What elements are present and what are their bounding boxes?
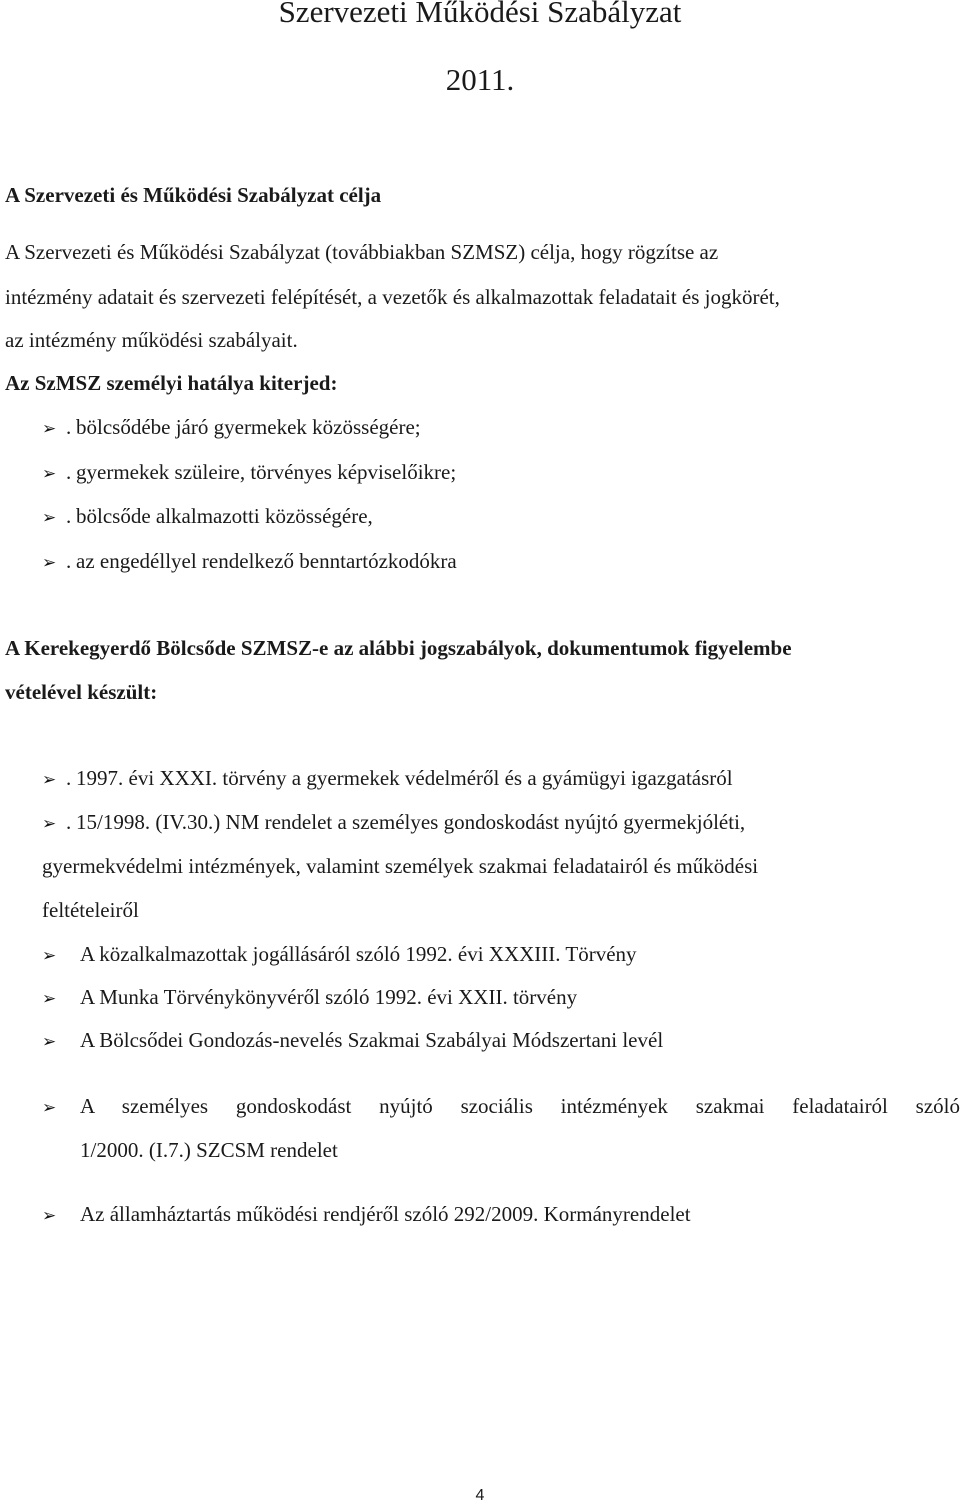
list-item-text: bölcsőde alkalmazotti közösségére,: [76, 504, 373, 528]
arrow-bullet-icon: ➢: [42, 1098, 57, 1118]
scope-heading: Az SzMSZ személyi hatálya kiterjed:: [5, 371, 338, 395]
list-item: [42, 940, 637, 970]
list-item: ➢ . 1997. évi XXXI. törvény a gyermekek védelméről és a gyámügyi igazgatásról: [42, 764, 733, 794]
basis-heading: vételével készült:: [5, 680, 158, 704]
list-item: ➢ . bölcsőde alkalmazotti közösségére,: [42, 502, 373, 532]
arrow-bullet-icon: ➢: [42, 1032, 57, 1052]
arrow-bullet-icon: ➢: [42, 553, 57, 573]
list-item-text: A Munka Törvénykönyvéről szóló 1992. évi XXII. törvény: [80, 985, 578, 1009]
arrow-bullet-icon: ➢: [42, 770, 57, 790]
list-item-text: az engedéllyel rendelkező benntartózkodókra: [76, 549, 457, 573]
list-item-continuation: gyermekvédelmi intézmények, valamint személyek szakmai feladatairól és működési: [42, 854, 759, 878]
arrow-bullet-icon: ➢: [42, 464, 57, 484]
list-item-arrow: [42, 1092, 66, 1122]
list-item-text: gyermekek szüleire, törvényes képviselőikre;: [76, 460, 457, 484]
list-item: ➢ . az engedéllyel rendelkező benntartózkodókra: [42, 547, 457, 577]
section-heading-purpose: A Szervezeti és Működési Szabályzat célja: [5, 183, 382, 207]
list-item-text: A személyes gondoskodást nyújtó szociális intézmények szakmai feladatairól szóló: [80, 1094, 960, 1118]
list-item-continuation: 1/2000. (I.7.) SZCSM rendelet: [80, 1138, 338, 1162]
list-item: [42, 1026, 663, 1056]
list-item: ➢ . gyermekek szüleire, törvényes képviselőikre;: [42, 458, 456, 488]
paragraph-line: az intézmény működési szabályait.: [5, 328, 298, 352]
list-item-text: A közalkalmazottak jogállásáról szóló 1992. évi XXXIII. Törvény: [80, 942, 637, 966]
basis-heading: A Kerekegyerdő Bölcsőde SZMSZ-e az alábbi jogszabályok, dokumentumok figyelembe: [5, 636, 792, 660]
list-item-text: bölcsődébe járó gyermekek közösségére;: [76, 415, 421, 439]
arrow-bullet-icon: ➢: [42, 989, 57, 1009]
arrow-bullet-icon: ➢: [42, 1206, 57, 1226]
arrow-bullet-icon: ➢: [42, 508, 57, 528]
list-item: [42, 983, 577, 1013]
arrow-bullet-icon: ➢: [42, 814, 57, 834]
paragraph-line: intézmény adatait és szervezeti felépítését, a vezetők és alkalmazottak feladatait és jogkörét,: [5, 285, 780, 309]
arrow-bullet-icon: ➢: [42, 946, 57, 966]
list-item-continuation: feltételeiről: [42, 898, 139, 922]
document-year: 2011.: [445, 62, 515, 97]
list-item: ➢ . 15/1998. (IV.30.) NM rendelet a személyes gondoskodást nyújtó gyermekjóléti,: [42, 808, 745, 838]
list-item-text: A Bölcsődei Gondozás-nevelés Szakmai Szabályai Módszertani levél: [80, 1028, 664, 1052]
arrow-bullet-icon: ➢: [42, 419, 57, 439]
list-item: [42, 1200, 691, 1230]
page-number: 4: [475, 1487, 485, 1504]
paragraph-line: A Szervezeti és Működési Szabályzat (továbbiakban SZMSZ) célja, hogy rögzítse az: [5, 240, 719, 264]
page-title: Szervezeti Működési Szabályzat: [278, 0, 682, 29]
list-item-text: 15/1998. (IV.30.) NM rendelet a személyes gondoskodást nyújtó gyermekjóléti,: [76, 810, 746, 834]
list-item: ➢ . bölcsődébe járó gyermekek közösségére;: [42, 413, 421, 443]
list-item-text: Az államháztartás működési rendjéről szóló 292/2009. Kormányrendelet: [80, 1202, 691, 1226]
list-item-text: 1997. évi XXXI. törvény a gyermekek védelméről és a gyámügyi igazgatásról: [76, 766, 733, 790]
